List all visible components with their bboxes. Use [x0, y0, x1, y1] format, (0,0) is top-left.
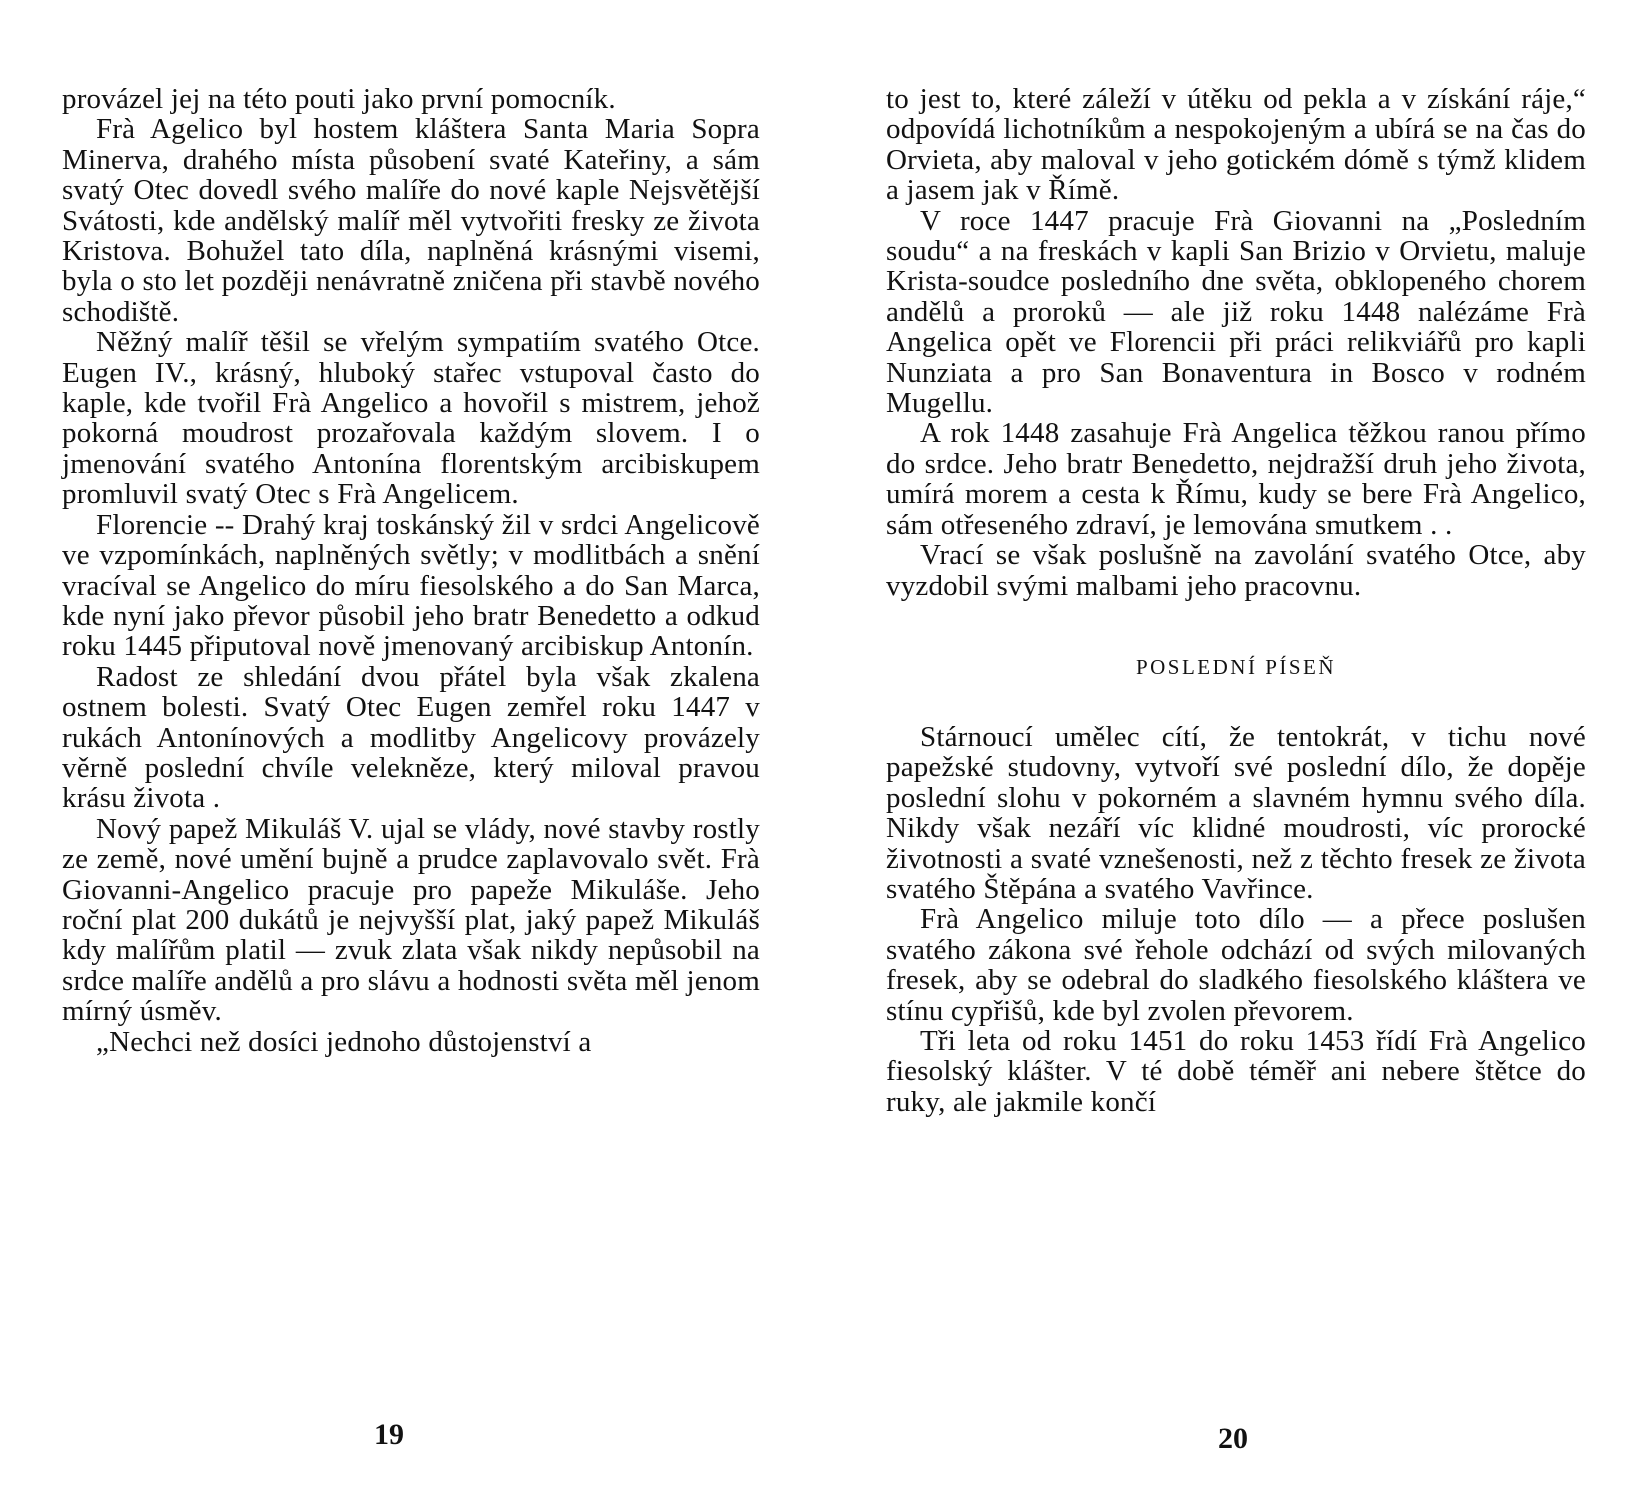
paragraph: V roce 1447 pracuje Frà Giovanni na „Posledním soudu“ a na freskách v kapli San Brizio v Orvietu, maluje Krista-soudce posledního dne světa, obklopeného chorem andělů a proroků — ale již roku 1448 nalézáme Frà Angelica opět ve Florencii při práci relikviářů pro kapli Nunziata a pro San Bonaventura in Bosco v rodném Mugellu.	[886, 204, 1586, 420]
paragraph: Něžný malíř těšil se vřelým sympatiím svatého Otce. Eugen IV., krásný, hluboký stařec vstupoval často do kaple, kde tvořil Frà Angelico a hovořil s mistrem, jehož pokorná moudrost prozařovala každým slovem. I o jmenování svatého Antonína florentským arcibiskupem promluvil svatý Otec s Frà Angelicem.	[62, 326, 760, 511]
page-number: 20	[1218, 1422, 1248, 1455]
paragraph: Vrací se však poslušně na zavolání svatého Otce, aby vyzdobil svými malbami jeho pracovnu.	[886, 539, 1586, 602]
page-number: 19	[374, 1418, 404, 1451]
paragraph: Florencie -- Drahý kraj toskánský žil v srdci Angelicově ve vzpomínkách, naplněných světly; v modlitbách a snění vracíval se Angelico do míru fiesolského a do San Marca, kde nyní jako převor působil jeho bratr Benedetto a odkud roku 1445 připutoval nově jmenovaný arcibiskup Antonín.	[62, 508, 760, 663]
left-text-column	[62, 84, 760, 1057]
paragraph: „Nechci než dosíci jednoho důstojenství a	[96, 1025, 592, 1058]
paragraph: Radost ze shledání dvou přátel byla však zkalena ostnem bolesti. Svatý Otec Eugen zemřel roku 1447 v rukách Antonínových a modlitby Angelicovy provázely věrně poslední chvíle velekněze, který miloval pravou krásu života .	[62, 660, 760, 815]
paragraph: A rok 1448 zasahuje Frà Angelica těžkou ranou přímo do srdce. Jeho bratr Benedetto, nejdražší druh jeho života, umírá morem a cesta k Římu, kudy se bere Frà Angelico, sám otřeseného zdraví, je lemována smutkem . .	[886, 417, 1586, 541]
paragraph: to jest to, které záleží v útěku od pekla a v získání ráje,“ odpovídá lichotníkům a nespokojeným a ubírá se na čas do Orvieta, aby maloval v jeho gotickém dómě s týmž klidem a jasem jak v Římě.	[886, 83, 1586, 207]
right-text-column	[886, 84, 1586, 1117]
paragraph: Nový papež Mikuláš V. ujal se vlády, nové stavby rostly ze země, nové umění bujně a prudce zaplavovalo svět. Frà Giovanni-Angelico pracuje pro papeže Mikuláše. Jeho roční plat 200 dukátů je nejvyšší plat, jaký papež Mikuláš kdy malířům platil — zvuk zlata však nikdy nepůsobil na srdce malíře andělů a pro slávu a hodnosti světa měl jenom mírný úsměv.	[62, 812, 760, 1028]
paragraph: Frà Angelico miluje toto dílo — a přece poslušen svatého zákona své řehole odchází od svých milovaných fresek, aby se odebral do sladkého fiesolského kláštera ve stínu cypřišů, kde byl zvolen převorem.	[886, 903, 1586, 1027]
section-heading: POSLEDNÍ PÍSEŇ	[1135, 654, 1337, 679]
paragraph: Frà Agelico byl hostem kláštera Santa Maria Sopra Minerva, drahého místa působení svaté Kateřiny, a sám svatý Otec dovedl svého malíře do nové kaple Nejsvětější Svátosti, kde andělský malíř měl vytvořiti fresky ze života Kristova. Bohužel tato díla, naplněná krásnými visemi, byla o sto let později nenávratně zničena při stavbě nového schodiště.	[62, 113, 760, 328]
right-page	[822, 0, 1644, 1500]
paragraph: Tři leta od roku 1451 do roku 1453 řídí Frà Angelico fiesolský klášter. V té době téměř ani nebere štětce do ruky, ale jakmile končí	[886, 1024, 1586, 1118]
paragraph: Stárnoucí umělec cítí, že tentokrát, v tichu nové papežské studovny, vytvoří své poslední dílo, že dopěje poslední slohu v pokorném a slavném hymnu svého díla. Nikdy však nezáří víc klidné moudrosti, víc prorocké životnosti a svaté vznešenosti, než z těchto fresek ze života svatého Štěpána a svatého Vavřince.	[886, 720, 1586, 905]
paragraph: provázel jej na této pouti jako první pomocník.	[62, 83, 616, 115]
